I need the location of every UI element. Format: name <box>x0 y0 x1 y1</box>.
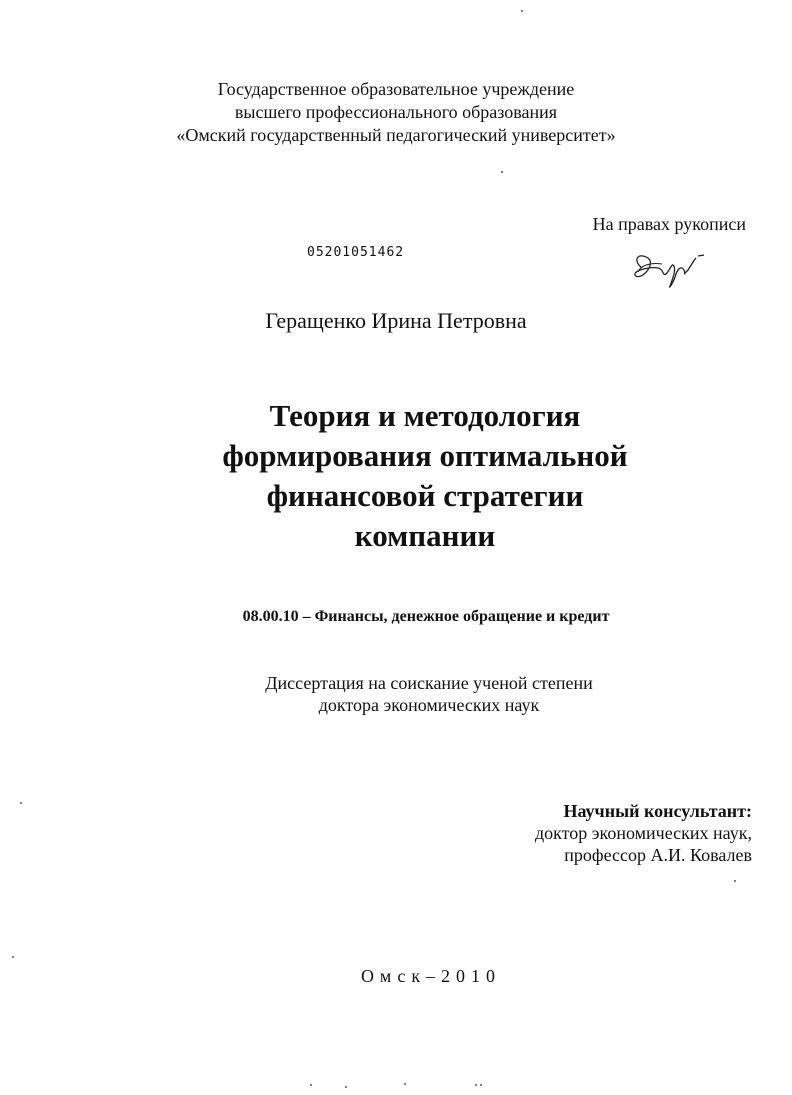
scan-speck <box>20 802 22 804</box>
scan-speck <box>12 956 14 958</box>
dissertation-degree <box>0 672 792 716</box>
scan-speck <box>501 171 503 173</box>
scan-speck <box>310 1084 312 1086</box>
advisor-degree: доктор экономических наук, <box>535 823 752 843</box>
scan-speck <box>475 1084 477 1086</box>
specialty-code: 08.00.10 – Финансы, денежное обращение и кредит <box>242 608 610 625</box>
scientific-advisor <box>535 800 752 866</box>
title-line-4: компании <box>354 518 496 553</box>
title-line-1: Теория и методология <box>269 398 581 433</box>
scan-speck <box>734 880 736 882</box>
scan-speck <box>480 1084 482 1086</box>
scan-speck <box>345 1086 347 1088</box>
institution-line-2: высшего профессионального образования <box>234 102 558 122</box>
dissertation-title <box>175 396 675 556</box>
advisor-name: профессор А.И. Ковалев <box>564 845 752 865</box>
title-line-3: финансовой стратегии <box>266 478 584 513</box>
institution-line-3: «Омский государственный педагогический университет» <box>176 125 616 145</box>
manuscript-rights-label: На правах рукописи <box>592 214 746 234</box>
city-year: Омск–2010 <box>360 966 502 986</box>
scan-speck <box>404 1083 406 1085</box>
scan-speck <box>521 10 523 12</box>
institution-header <box>0 78 792 147</box>
advisor-label: Научный консультант: <box>563 801 752 821</box>
institution-line-1: Государственное образовательное учреждение <box>217 79 575 99</box>
registry-code: 05201051462 <box>307 245 405 260</box>
degree-line-1: Диссертация на соискание ученой степени <box>265 673 593 693</box>
author-name: Геращенко Ирина Петровна <box>265 308 527 333</box>
author-signature <box>628 246 708 291</box>
degree-line-2: доктора экономических наук <box>318 695 540 715</box>
title-line-2: формирования оптимальной <box>222 438 628 473</box>
